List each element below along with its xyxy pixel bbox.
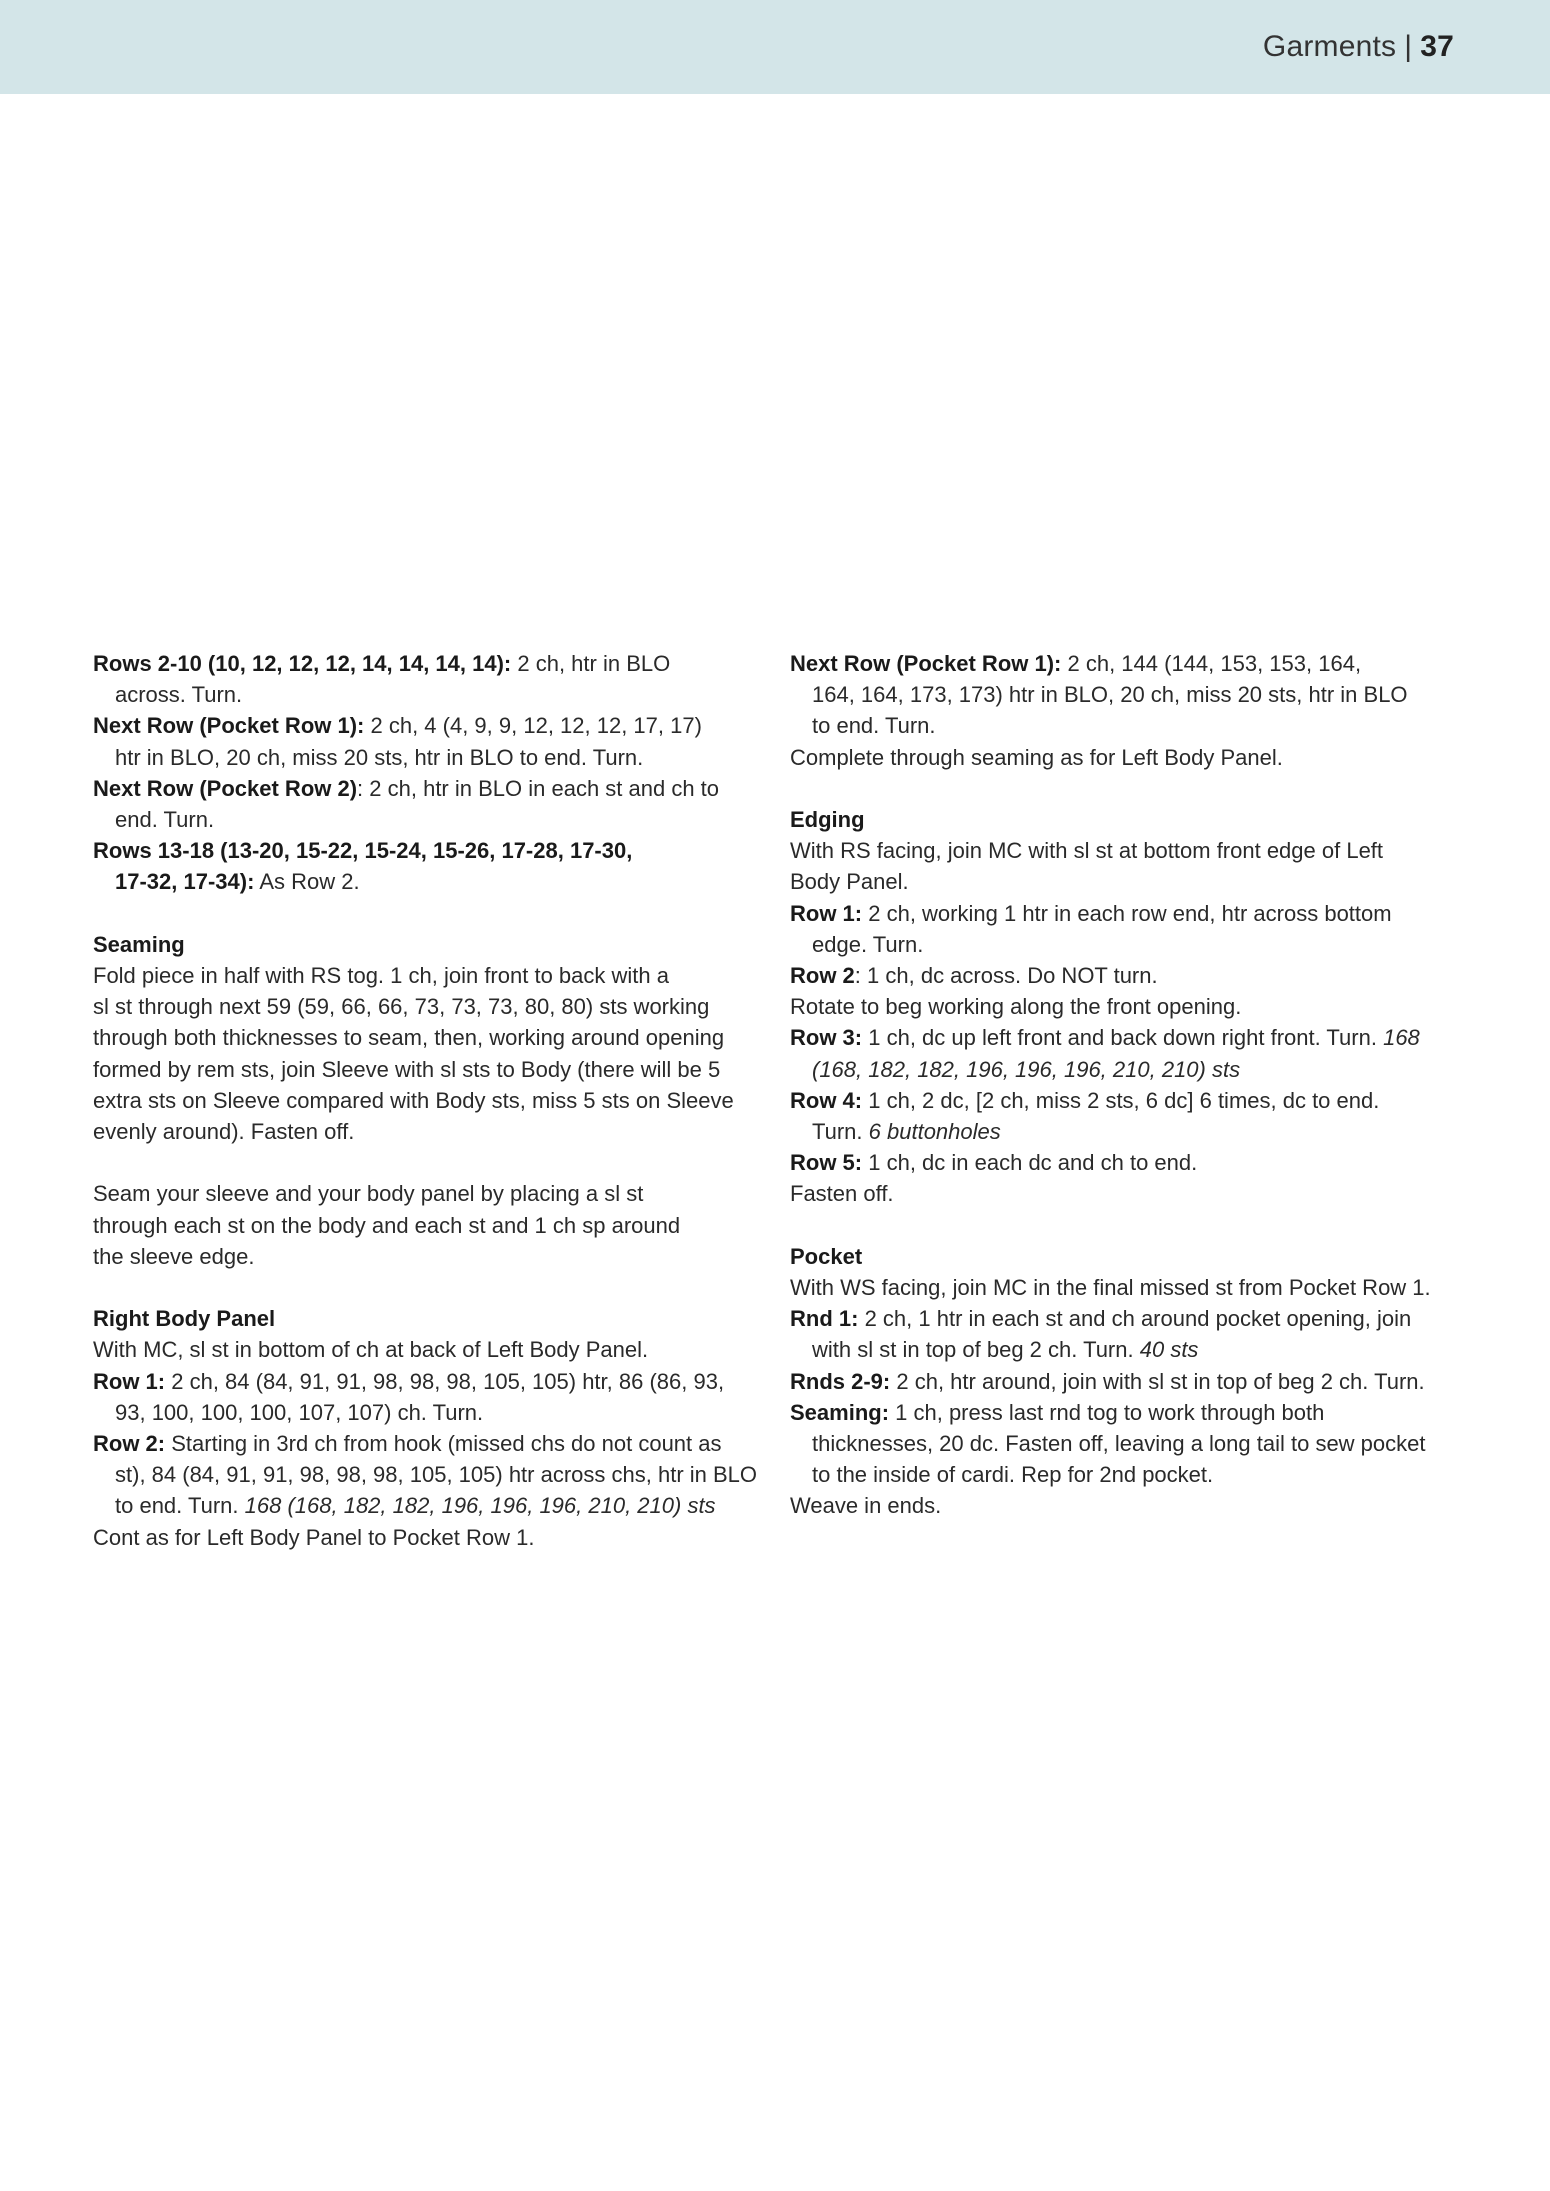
section-title: Garments (1262, 30, 1397, 63)
header-separator: | (1404, 30, 1413, 63)
pocket-seaming: Seaming: 1 ch, press last rnd tog to work through both (790, 1399, 1325, 1425)
pocket-rnds-2-9: Rnds 2-9: 2 ch, htr around, join with sl st in top of beg 2 ch. Turn. (790, 1368, 1425, 1394)
edging-intro: Body Panel. (790, 869, 909, 895)
pocket-seaming-cont: thicknesses, 20 dc. Fasten off, leaving a long tail to sew pocket (812, 1431, 1426, 1457)
edging-fasten: Fasten off. (790, 1181, 894, 1207)
rbp-cont: Cont as for Left Body Panel to Pocket Row 1. (93, 1524, 535, 1550)
pocket-row-1: Next Row (Pocket Row 1): 2 ch, 4 (4, 9, 9, 12, 12, 12, 17, 17) (93, 713, 702, 739)
seam-note-line: the sleeve edge. (93, 1243, 255, 1269)
rbp-row-1: Row 1: 2 ch, 84 (84, 91, 91, 98, 98, 98, 105, 105) htr, 86 (86, 93, (93, 1368, 725, 1394)
rows-2-10-cont: across. Turn. (115, 682, 243, 708)
pocket-heading: Pocket (790, 1243, 863, 1269)
pocket-row-1-cont: htr in BLO, 20 ch, miss 20 sts, htr in BLO to end. Turn. (115, 744, 644, 770)
seaming-line: formed by rem sts, join Sleeve with sl sts to Body (there will be 5 (93, 1056, 721, 1082)
seaming-line: Fold piece in half with RS tog. 1 ch, join front to back with a (93, 963, 669, 989)
rbp-row-1-cont: 93, 100, 100, 100, 107, 107) ch. Turn. (115, 1399, 484, 1425)
rbp-row-2: Row 2: Starting in 3rd ch from hook (missed chs do not count as (93, 1431, 722, 1457)
running-header (1263, 30, 1454, 64)
complete-seaming: Complete through seaming as for Left Body Panel. (790, 744, 1283, 770)
edging-row-2: Row 2: 1 ch, dc across. Do NOT turn. (790, 963, 1158, 989)
spacer (93, 898, 765, 929)
page-number: 37 (1420, 30, 1454, 63)
edging-row-3-cont: (168, 182, 182, 196, 196, 196, 210, 210) sts (812, 1056, 1241, 1082)
seaming-line: sl st through next 59 (59, 66, 66, 73, 73, 73, 80, 80) sts working (93, 994, 710, 1020)
right-column (790, 648, 1462, 1522)
edging-row-4: Row 4: 1 ch, 2 dc, [2 ch, miss 2 sts, 6 dc] 6 times, dc to end. (790, 1087, 1380, 1113)
seaming-line: evenly around). Fasten off. (93, 1119, 355, 1145)
right-body-panel-intro: With MC, sl st in bottom of ch at back of Left Body Panel. (93, 1337, 649, 1363)
header-band (0, 0, 1550, 94)
pocket-rnd-1: Rnd 1: 2 ch, 1 htr in each st and ch around pocket opening, join (790, 1306, 1412, 1332)
spacer (790, 773, 1462, 804)
rbp-row-2-cont: st), 84 (84, 91, 91, 98, 98, 98, 105, 105) htr across chs, htr in BLO (115, 1462, 758, 1488)
pocket-row-2-cont: end. Turn. (115, 807, 215, 833)
right-body-panel-heading: Right Body Panel (93, 1306, 276, 1332)
rows-13-18: Rows 13-18 (13-20, 15-22, 15-24, 15-26, 17-28, 17-30, (93, 838, 633, 864)
spacer (790, 1210, 1462, 1241)
edging-heading: Edging (790, 807, 865, 832)
pocket-rnd-1-cont: with sl st in top of beg 2 ch. Turn. 40 sts (812, 1337, 1199, 1363)
edging-rotate: Rotate to beg working along the front opening. (790, 994, 1242, 1020)
left-column (93, 648, 765, 1553)
edging-intro: With RS facing, join MC with sl st at bottom front edge of Left (790, 838, 1384, 864)
rows-2-10: Rows 2-10 (10, 12, 12, 12, 14, 14, 14, 14): 2 ch, htr in BLO (93, 651, 671, 676)
rows-13-18-cont: 17-32, 17-34): As Row 2. (115, 869, 360, 895)
edging-row-1: Row 1: 2 ch, working 1 htr in each row end, htr across bottom (790, 900, 1392, 926)
r-pocket-row-1-cont: 164, 164, 173, 173) htr in BLO, 20 ch, miss 20 sts, htr in BLO (812, 682, 1408, 708)
pocket-intro: With WS facing, join MC in the final missed st from Pocket Row 1. (790, 1275, 1431, 1301)
seam-note-line: through each st on the body and each st and 1 ch sp around (93, 1212, 681, 1238)
rbp-row-2-cont: to end. Turn. 168 (168, 182, 182, 196, 196, 196, 210, 210) sts (115, 1493, 716, 1519)
spacer (93, 1147, 765, 1178)
seaming-line: through both thicknesses to seam, then, working around opening (93, 1025, 725, 1051)
r-pocket-row-1-cont: to end. Turn. (812, 713, 936, 739)
r-pocket-row-1: Next Row (Pocket Row 1): 2 ch, 144 (144, 153, 153, 164, (790, 651, 1362, 676)
seam-note-line: Seam your sleeve and your body panel by placing a sl st (93, 1181, 644, 1207)
pocket-seaming-cont: to the inside of cardi. Rep for 2nd pocket. (812, 1462, 1214, 1488)
pocket-row-2: Next Row (Pocket Row 2): 2 ch, htr in BLO in each st and ch to (93, 775, 720, 801)
edging-row-4-cont: Turn. 6 buttonholes (812, 1119, 1001, 1145)
seaming-line: extra sts on Sleeve compared with Body sts, miss 5 sts on Sleeve (93, 1087, 734, 1113)
edging-row-5: Row 5: 1 ch, dc in each dc and ch to end. (790, 1150, 1198, 1176)
edging-row-1-cont: edge. Turn. (812, 931, 924, 957)
weave-in-ends: Weave in ends. (790, 1493, 942, 1519)
seaming-heading: Seaming (93, 931, 185, 957)
edging-row-3: Row 3: 1 ch, dc up left front and back down right front. Turn. 168 (790, 1025, 1420, 1051)
spacer (93, 1272, 765, 1303)
